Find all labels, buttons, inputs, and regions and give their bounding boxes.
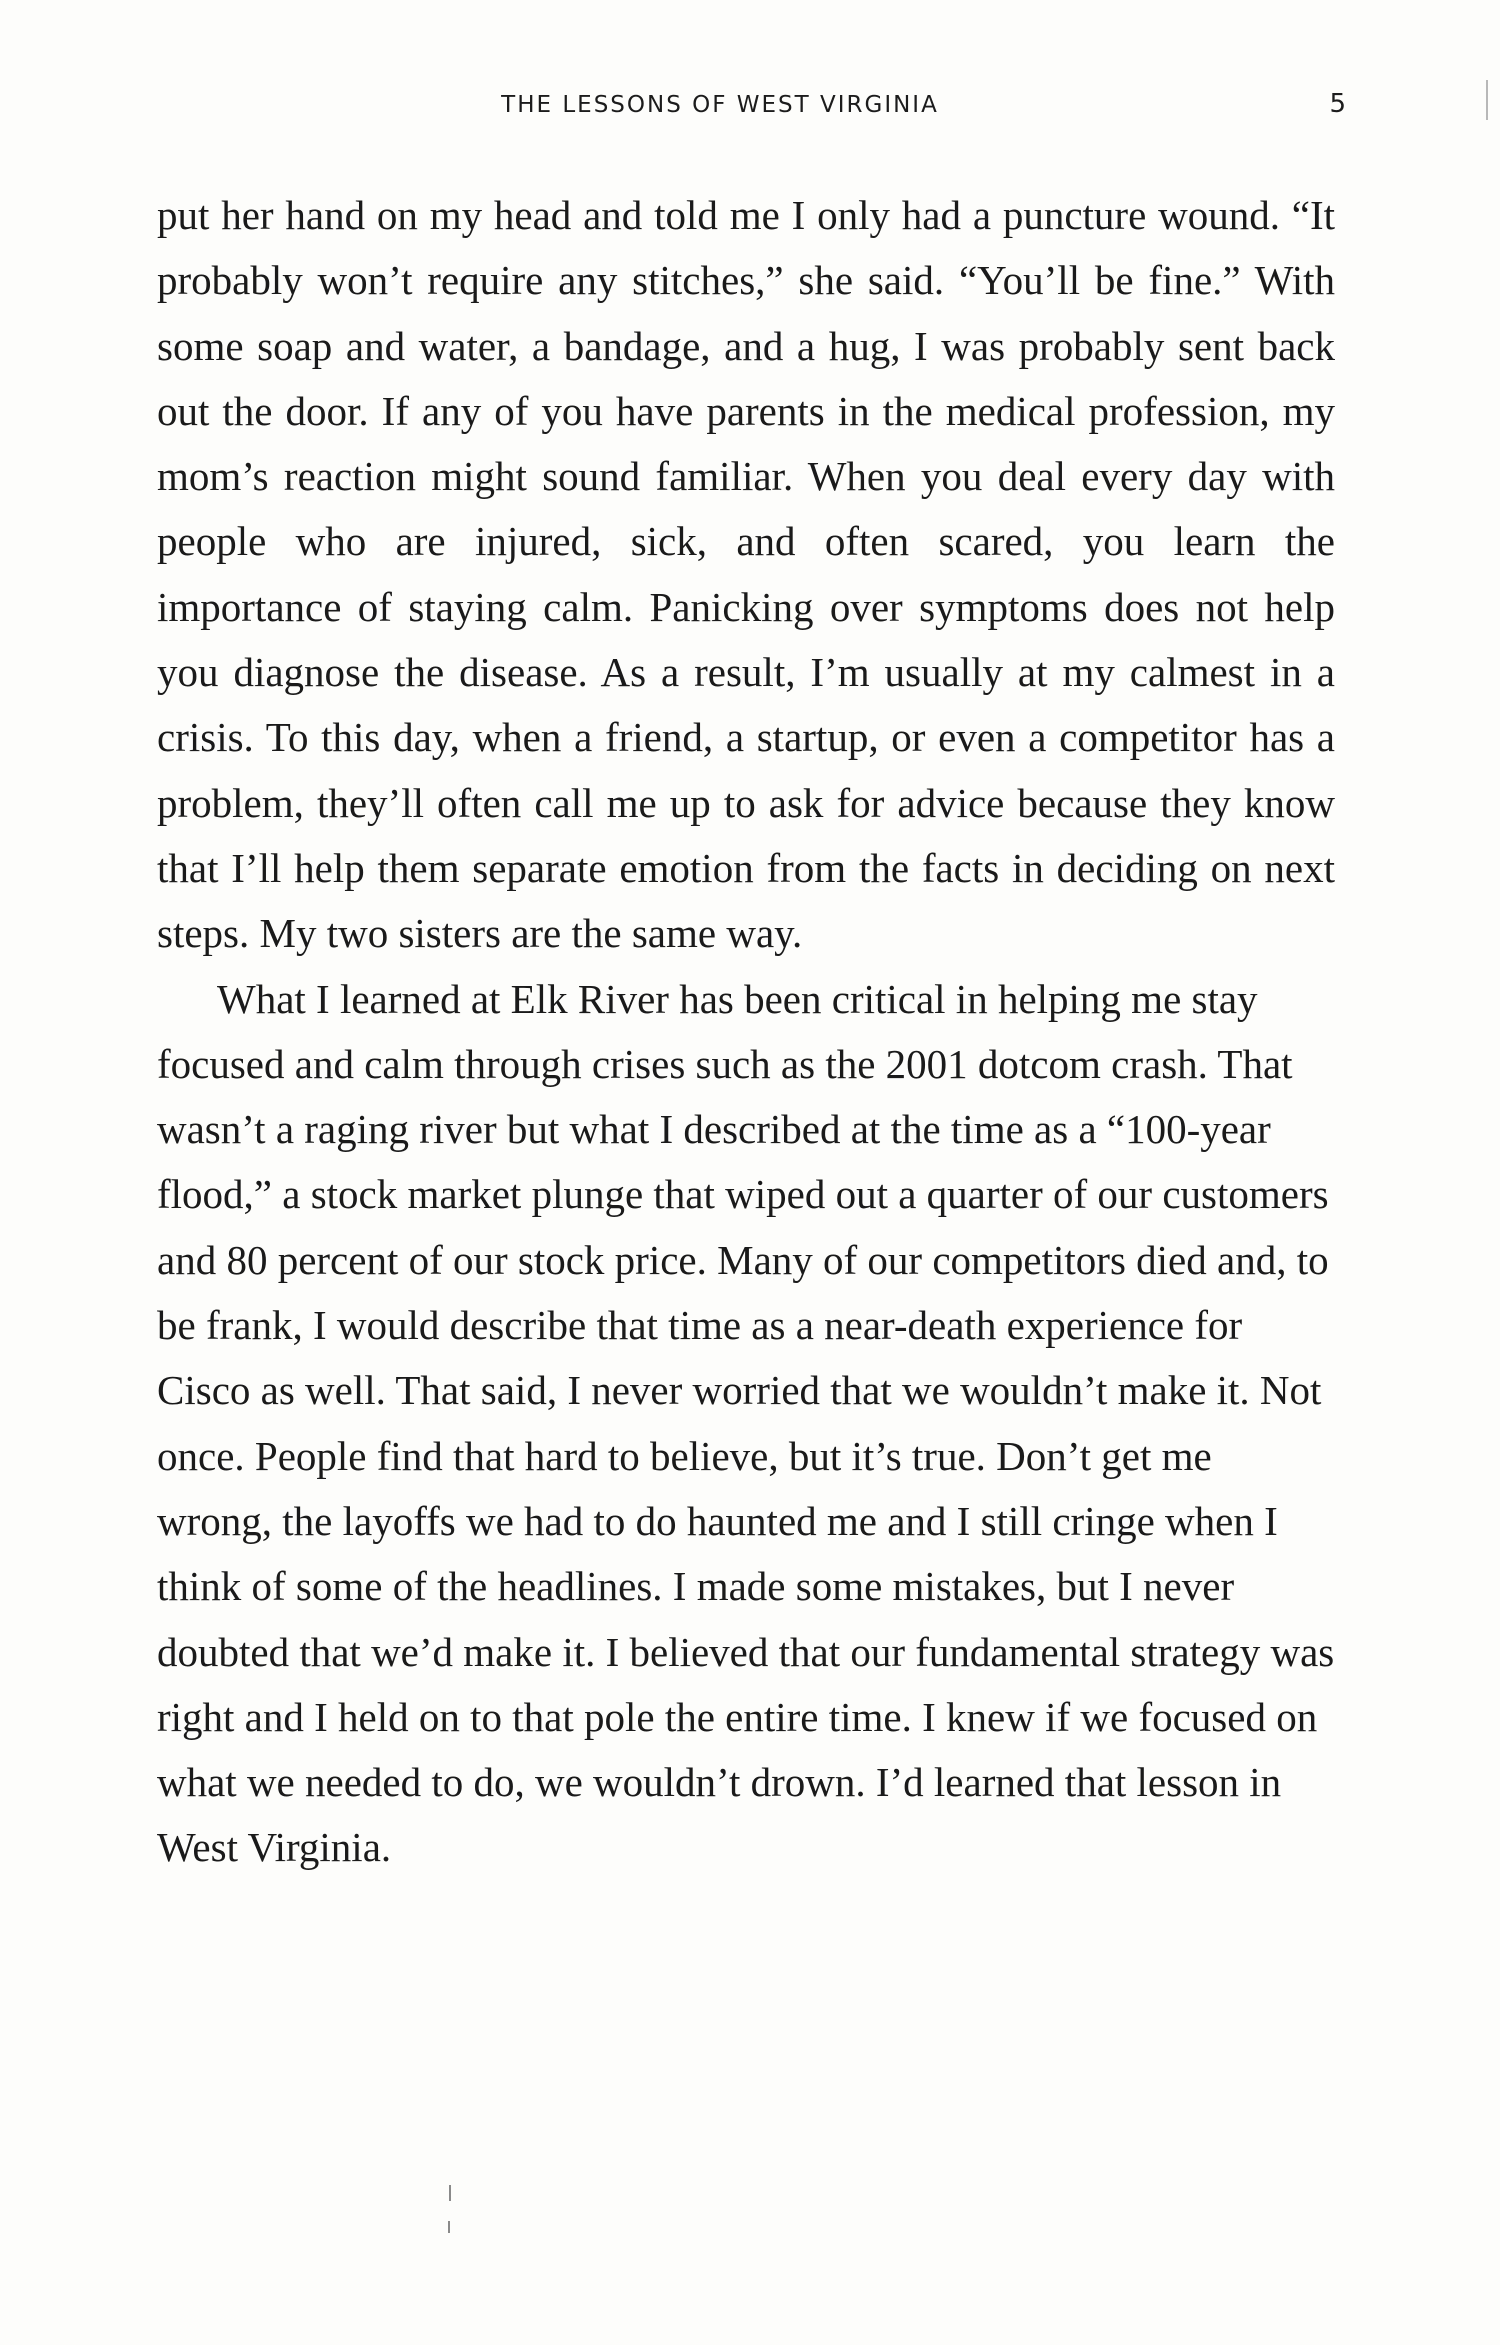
body-text [157,183,1335,1881]
scan-speck [1486,80,1488,120]
paragraph-2: What I learned at Elk River has been critical in helping me stay focused and calm through crises such as the 2001 dotcom crash. That wasn’t a raging river but what I described at the time as a “100-year flood,” a stock market plunge that wiped out a quarter of our customers and 80 percent of our stock price. Many of our competitors died and, to be frank, I would describe that time as a near-death experience for Cisco as well. That said, I never worried that we wouldn’t make it. Not once. People find that hard to believe, but it’s true. Don’t get me wrong, the layoffs we had to do haunted me and I still cringe when I think of some of the headlines. I made some mistakes, but I never doubted that we’d make it. I believed that our fundamental strategy was right and I held on to that pole the entire time. I knew if we focused on what we needed to do, we wouldn’t drown. I’d learned that lesson in West Virginia. [157,975,1335,1871]
running-head: THE LESSONS OF WEST VIRGINIA [501,92,939,118]
paragraph-1: put her hand on my head and told me I only had a puncture wound. “It probably won’t require any stitches,” she said. “You’ll be fine.” With some soap and water, a bandage, and a hug, I was probably sent back out the door. If any of you have parents in the medical profession, my mom’s reaction might sound familiar. When you deal every day with people who are injured, sick, and often scared, you learn the importance of staying calm. Panicking over symptoms does not help you diagnose the disease. As a result, I’m usually at my calmest in a crisis. To this day, when a friend, a startup, or even a competitor has a problem, they’ll often call me up to ask for advice because they know that I’ll help them separate emotion from the facts in deciding on next steps. My two sisters are the same way. [157,192,1335,957]
scan-speck [449,2185,451,2201]
scan-speck [448,2221,450,2233]
page-number: 5 [1329,89,1346,119]
